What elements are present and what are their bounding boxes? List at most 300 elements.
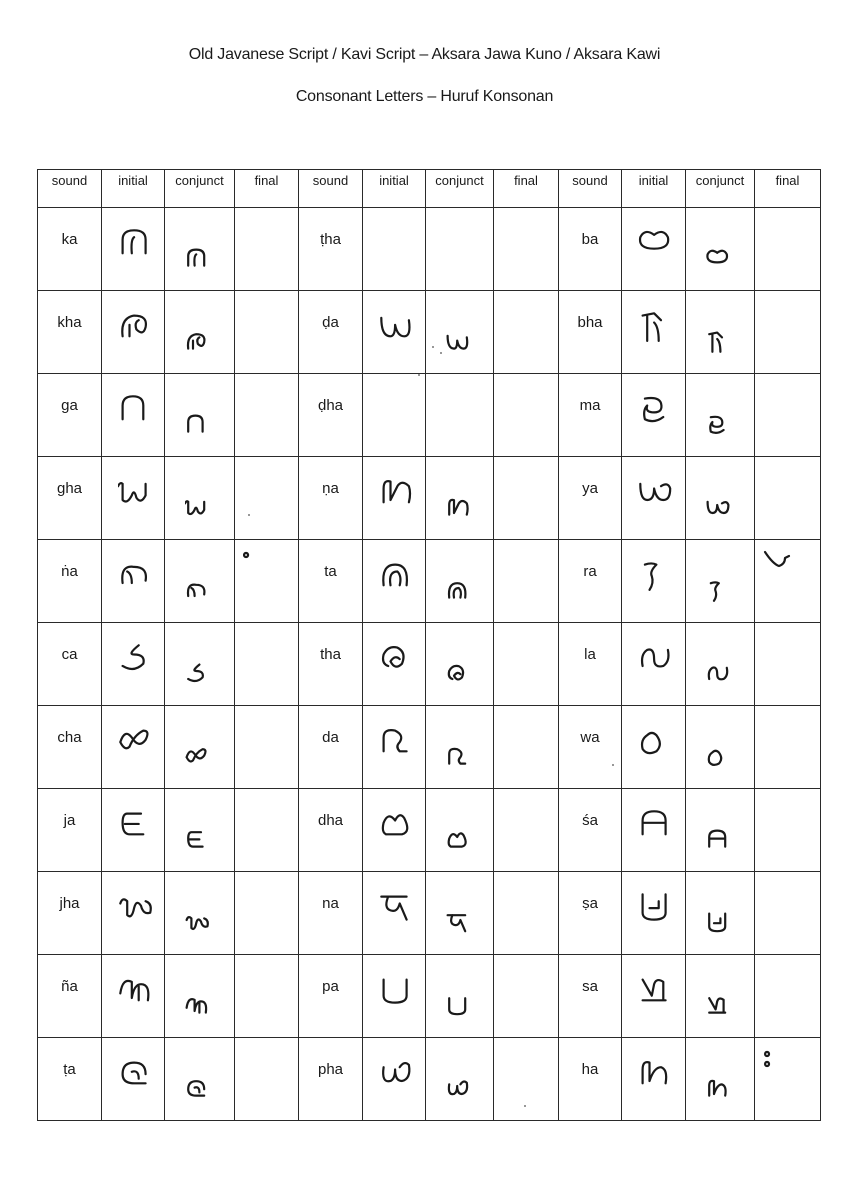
sound-label: gha	[56, 480, 83, 497]
sound-label: ṅa	[61, 563, 78, 580]
final-cell	[755, 955, 821, 1038]
final-cell	[755, 872, 821, 955]
ma-glyph-icon	[706, 414, 730, 436]
sa-glyph-drawing	[706, 995, 730, 1017]
scan-speck	[432, 346, 434, 348]
header-initial: initial	[102, 170, 165, 208]
conjunct-cell	[686, 872, 755, 955]
sound-label: pha	[317, 1061, 344, 1078]
nga-final-glyph-icon	[243, 550, 273, 578]
tha-glyph-drawing	[446, 663, 470, 685]
conjunct-cell	[165, 208, 235, 291]
final-cell	[755, 540, 821, 623]
conjunct-cell	[165, 706, 235, 789]
final-cell	[755, 706, 821, 789]
gha-glyph-icon	[118, 477, 153, 509]
conjunct-cell	[426, 872, 494, 955]
tta-glyph-stroke	[188, 1081, 204, 1095]
na-glyph-stroke	[381, 897, 406, 920]
sa-glyph-icon	[706, 995, 730, 1017]
ssa-glyph-stroke	[643, 894, 666, 919]
final-cell	[755, 208, 821, 291]
sound-cell	[38, 374, 102, 457]
final-cell	[235, 208, 299, 291]
scan-speck	[612, 764, 614, 766]
header-sound: sound	[38, 170, 102, 208]
pha-glyph-stroke	[449, 1082, 467, 1095]
ka-glyph-drawing	[185, 248, 209, 270]
nna-glyph-drawing	[379, 477, 414, 509]
sound-cell	[38, 955, 102, 1038]
table-row	[38, 623, 821, 706]
conjunct-cell	[686, 291, 755, 374]
final-cell	[755, 291, 821, 374]
pha-glyph-stroke	[383, 1063, 409, 1081]
gha-glyph-drawing	[185, 497, 209, 519]
initial-cell	[102, 1038, 165, 1121]
dha-glyph-stroke	[383, 815, 407, 834]
gha-glyph-stroke	[185, 501, 204, 514]
ba-glyph-drawing	[638, 228, 673, 260]
sa-glyph-drawing	[638, 975, 673, 1007]
final-cell	[755, 623, 821, 706]
final-cell	[494, 208, 559, 291]
conjunct-cell	[165, 623, 235, 706]
tha-glyph-stroke	[449, 666, 463, 680]
cha-glyph-drawing	[185, 746, 209, 768]
ha-final-glyph-icon	[763, 1048, 793, 1076]
na-glyph-icon	[379, 892, 414, 924]
sound-cell	[38, 540, 102, 623]
ta-glyph-drawing	[446, 580, 470, 602]
ja-glyph-stroke	[188, 832, 202, 846]
bha-glyph-stroke	[643, 313, 661, 341]
ba-glyph-stroke	[640, 232, 668, 249]
initial-cell	[622, 208, 686, 291]
sound-label: da	[322, 729, 339, 746]
ka-glyph-stroke	[123, 230, 146, 253]
sound-cell	[559, 789, 622, 872]
sha-glyph-icon	[706, 829, 730, 851]
ja-glyph-stroke	[123, 814, 144, 835]
conjunct-cell	[165, 291, 235, 374]
ha-final-glyph-stroke	[765, 1052, 769, 1066]
final-cell	[235, 540, 299, 623]
tta-glyph-drawing	[185, 1078, 209, 1100]
la-glyph-drawing	[638, 643, 673, 675]
kha-glyph-drawing	[118, 311, 153, 343]
final-cell	[235, 457, 299, 540]
ba-glyph-icon	[638, 228, 673, 260]
initial-cell	[363, 706, 426, 789]
conjunct-cell	[686, 789, 755, 872]
initial-cell	[363, 291, 426, 374]
sound-cell	[559, 540, 622, 623]
ga-glyph-icon	[185, 414, 209, 436]
sound-label: ḍha	[317, 397, 344, 414]
jha-glyph-icon	[185, 912, 209, 934]
kha-glyph-drawing	[185, 331, 209, 353]
initial-cell	[622, 540, 686, 623]
sound-label: ma	[579, 397, 601, 414]
initial-cell	[622, 955, 686, 1038]
ha-glyph-drawing	[706, 1078, 730, 1100]
pha-glyph-icon	[446, 1078, 470, 1100]
sa-glyph-icon	[638, 975, 673, 1007]
final-cell	[235, 291, 299, 374]
sound-cell	[559, 457, 622, 540]
ssa-glyph-stroke	[709, 914, 725, 932]
sound-cell	[559, 1038, 622, 1121]
ra-final-glyph-stroke	[765, 552, 789, 566]
jha-glyph-drawing	[185, 912, 209, 934]
nya-glyph-icon	[118, 975, 153, 1007]
ja-glyph-drawing	[118, 809, 153, 841]
initial-cell	[622, 1038, 686, 1121]
table-row	[38, 706, 821, 789]
nga-final-glyph-stroke	[244, 553, 248, 557]
tha-glyph-icon	[446, 663, 470, 685]
la-glyph-stroke	[642, 650, 668, 667]
dda-glyph-stroke	[448, 336, 468, 349]
da-glyph-stroke	[449, 749, 465, 764]
nga-glyph-icon	[118, 560, 153, 592]
da-glyph-drawing	[379, 726, 414, 758]
ba-glyph-drawing	[706, 248, 730, 270]
dda-glyph-drawing	[446, 331, 470, 353]
sha-glyph-stroke	[643, 811, 666, 834]
kha-glyph-icon	[185, 331, 209, 353]
sound-label: ta	[324, 563, 337, 580]
nna-glyph-stroke	[449, 500, 467, 515]
ha-glyph-icon	[638, 1058, 673, 1090]
nna-glyph-icon	[446, 497, 470, 519]
sound-label: śa	[582, 812, 598, 829]
ma-glyph-stroke	[644, 398, 663, 421]
dda-glyph-stroke	[381, 318, 409, 336]
cha-glyph-icon	[118, 726, 153, 758]
la-glyph-icon	[706, 663, 730, 685]
initial-cell	[102, 208, 165, 291]
page-title: Old Javanese Script / Kavi Script – Aksara Jawa Kuno / Aksara Kawi	[188, 46, 661, 63]
kha-glyph-stroke	[122, 316, 146, 337]
initial-cell	[102, 706, 165, 789]
ca-glyph-icon	[185, 663, 209, 685]
nna-glyph-stroke	[384, 481, 410, 502]
jha-glyph-stroke	[187, 917, 208, 929]
final-cell	[494, 623, 559, 706]
sound-cell	[299, 291, 363, 374]
pa-glyph-stroke	[384, 980, 407, 1003]
sound-cell	[299, 789, 363, 872]
final-cell	[755, 457, 821, 540]
table-row	[38, 374, 821, 457]
conjunct-cell	[686, 457, 755, 540]
header-conjunct: conjunct	[426, 170, 494, 208]
sound-cell	[559, 623, 622, 706]
bha-glyph-drawing	[706, 331, 730, 353]
final-cell	[494, 540, 559, 623]
ca-glyph-stroke	[123, 645, 144, 669]
na-glyph-icon	[446, 912, 470, 934]
sound-cell	[299, 208, 363, 291]
dha-glyph-icon	[379, 809, 414, 841]
initial-cell	[102, 955, 165, 1038]
conjunct-cell	[165, 872, 235, 955]
wa-glyph-drawing	[706, 746, 730, 768]
pa-glyph-icon	[379, 975, 414, 1007]
sound-label: cha	[57, 729, 82, 746]
cha-glyph-stroke	[120, 731, 147, 749]
conjunct-cell	[426, 291, 494, 374]
conjunct-cell	[165, 1038, 235, 1121]
la-glyph-icon	[638, 643, 673, 675]
la-glyph-drawing	[706, 663, 730, 685]
conjunct-cell	[686, 208, 755, 291]
initial-cell	[102, 374, 165, 457]
initial-cell	[622, 706, 686, 789]
ta-glyph-icon	[379, 560, 414, 592]
ya-glyph-stroke	[708, 502, 729, 513]
ca-glyph-stroke	[188, 665, 203, 681]
ha-final-glyph-drawing	[763, 1048, 793, 1076]
da-glyph-drawing	[446, 746, 470, 768]
sound-label: ṭa	[63, 1061, 76, 1078]
bha-glyph-icon	[706, 331, 730, 353]
ra-final-glyph-drawing	[763, 550, 793, 578]
nya-glyph-stroke	[120, 981, 148, 1000]
ma-glyph-drawing	[706, 414, 730, 436]
jha-glyph-icon	[118, 892, 153, 924]
ha-glyph-stroke	[709, 1081, 725, 1096]
tta-glyph-icon	[185, 1078, 209, 1100]
scan-speck	[248, 514, 250, 516]
ja-glyph-drawing	[185, 829, 209, 851]
initial-cell	[102, 789, 165, 872]
sha-glyph-drawing	[706, 829, 730, 851]
header-row	[38, 170, 821, 208]
nga-final-glyph-drawing	[243, 550, 273, 578]
sound-label: ba	[581, 231, 599, 248]
initial-cell	[102, 872, 165, 955]
da-glyph-icon	[379, 726, 414, 758]
nga-glyph-drawing	[185, 580, 209, 602]
conjunct-cell	[165, 374, 235, 457]
scan-speck	[524, 1105, 526, 1107]
initial-cell	[363, 208, 426, 291]
wa-glyph-drawing	[638, 726, 673, 758]
table-row	[38, 872, 821, 955]
header-sound: sound	[299, 170, 363, 208]
sound-cell	[299, 623, 363, 706]
ma-glyph-stroke	[710, 417, 723, 433]
sound-label: ṭha	[320, 231, 341, 248]
conjunct-cell	[686, 706, 755, 789]
sound-cell	[38, 208, 102, 291]
ya-glyph-icon	[706, 497, 730, 519]
table-row	[38, 955, 821, 1038]
dha-glyph-icon	[446, 829, 470, 851]
cha-glyph-stroke	[187, 749, 206, 761]
sound-label: jha	[59, 895, 80, 912]
na-glyph-drawing	[446, 912, 470, 934]
sound-cell	[559, 374, 622, 457]
ga-glyph-drawing	[185, 414, 209, 436]
nna-glyph-icon	[379, 477, 414, 509]
sound-label: ha	[581, 1061, 599, 1078]
na-glyph-drawing	[379, 892, 414, 924]
header-final: final	[494, 170, 559, 208]
sound-label: ra	[583, 563, 597, 580]
da-glyph-stroke	[384, 730, 407, 751]
initial-cell	[622, 623, 686, 706]
table-row	[38, 540, 821, 623]
sound-label: dha	[317, 812, 344, 829]
dha-glyph-stroke	[449, 833, 466, 846]
ya-glyph-icon	[638, 477, 673, 509]
sound-cell	[38, 872, 102, 955]
pa-glyph-stroke	[449, 998, 465, 1014]
header-conjunct: conjunct	[165, 170, 235, 208]
ta-glyph-drawing	[379, 560, 414, 592]
final-cell	[755, 789, 821, 872]
ta-glyph-stroke	[449, 583, 465, 597]
ja-glyph-icon	[185, 829, 209, 851]
initial-cell	[363, 789, 426, 872]
ga-glyph-stroke	[123, 396, 144, 419]
sound-label: wa	[580, 729, 600, 746]
pa-glyph-drawing	[446, 995, 470, 1017]
dha-glyph-drawing	[379, 809, 414, 841]
ra-glyph-stroke	[645, 563, 656, 589]
kha-glyph-stroke	[188, 334, 204, 348]
sound-cell	[559, 872, 622, 955]
tha-glyph-stroke	[383, 647, 404, 667]
final-cell	[235, 955, 299, 1038]
sha-glyph-icon	[638, 809, 673, 841]
nga-glyph-icon	[185, 580, 209, 602]
jha-glyph-drawing	[118, 892, 153, 924]
header-final: final	[755, 170, 821, 208]
sound-label: ya	[582, 480, 598, 497]
final-cell	[494, 374, 559, 457]
ssa-glyph-drawing	[706, 912, 730, 934]
consonant-table	[37, 169, 821, 1121]
conjunct-cell	[426, 955, 494, 1038]
conjunct-cell	[686, 540, 755, 623]
conjunct-cell	[426, 789, 494, 872]
nna-glyph-drawing	[446, 497, 470, 519]
ssa-glyph-icon	[706, 912, 730, 934]
la-glyph-stroke	[709, 668, 727, 680]
header-initial: initial	[363, 170, 426, 208]
wa-glyph-stroke	[642, 733, 660, 753]
sound-cell	[38, 457, 102, 540]
ssa-glyph-icon	[638, 892, 673, 924]
initial-cell	[363, 457, 426, 540]
conjunct-cell	[426, 706, 494, 789]
sa-glyph-stroke	[643, 980, 666, 1001]
sound-cell	[559, 208, 622, 291]
ta-glyph-stroke	[383, 565, 407, 586]
ra-glyph-icon	[638, 560, 673, 592]
ra-glyph-icon	[706, 580, 730, 602]
header-sound: sound	[559, 170, 622, 208]
ssa-glyph-drawing	[638, 892, 673, 924]
header-final: final	[235, 170, 299, 208]
conjunct-cell	[686, 374, 755, 457]
sha-glyph-drawing	[638, 809, 673, 841]
ma-glyph-drawing	[638, 394, 673, 426]
ya-glyph-drawing	[638, 477, 673, 509]
initial-cell	[363, 1038, 426, 1121]
sound-cell	[38, 706, 102, 789]
ha-glyph-icon	[706, 1078, 730, 1100]
final-cell	[235, 1038, 299, 1121]
sound-cell	[299, 706, 363, 789]
sound-cell	[299, 374, 363, 457]
conjunct-cell	[686, 1038, 755, 1121]
tta-glyph-drawing	[118, 1058, 153, 1090]
ga-glyph-drawing	[118, 394, 153, 426]
initial-cell	[102, 540, 165, 623]
final-cell	[235, 623, 299, 706]
final-cell	[494, 872, 559, 955]
ka-glyph-icon	[185, 248, 209, 270]
initial-cell	[363, 872, 426, 955]
table-row	[38, 457, 821, 540]
final-cell	[494, 789, 559, 872]
final-cell	[235, 374, 299, 457]
pha-glyph-drawing	[446, 1078, 470, 1100]
wa-glyph-icon	[706, 746, 730, 768]
jha-glyph-stroke	[120, 899, 150, 916]
sound-label: pa	[322, 978, 339, 995]
initial-cell	[622, 457, 686, 540]
final-cell	[494, 706, 559, 789]
pa-glyph-drawing	[379, 975, 414, 1007]
ra-glyph-stroke	[711, 582, 719, 600]
ga-glyph-stroke	[188, 416, 202, 432]
ca-glyph-drawing	[118, 643, 153, 675]
ca-glyph-drawing	[185, 663, 209, 685]
scan-speck	[418, 374, 420, 376]
bha-glyph-drawing	[638, 311, 673, 343]
ha-glyph-stroke	[643, 1062, 667, 1083]
initial-cell	[102, 457, 165, 540]
final-cell	[494, 955, 559, 1038]
sound-cell	[38, 1038, 102, 1121]
table-row	[38, 789, 821, 872]
final-cell	[755, 1038, 821, 1121]
initial-cell	[363, 955, 426, 1038]
conjunct-cell	[165, 789, 235, 872]
ya-glyph-stroke	[640, 484, 670, 500]
header-conjunct: conjunct	[686, 170, 755, 208]
tha-glyph-drawing	[379, 643, 414, 675]
nya-glyph-stroke	[187, 999, 207, 1013]
sa-glyph-stroke	[709, 998, 725, 1012]
sound-cell	[559, 955, 622, 1038]
conjunct-cell	[426, 457, 494, 540]
initial-cell	[622, 291, 686, 374]
cha-glyph-icon	[185, 746, 209, 768]
nga-glyph-stroke	[122, 567, 146, 583]
final-cell	[494, 291, 559, 374]
sound-label: na	[322, 895, 339, 912]
page-subtitle: Consonant Letters – Huruf Konsonan	[295, 88, 554, 105]
conjunct-cell	[165, 955, 235, 1038]
